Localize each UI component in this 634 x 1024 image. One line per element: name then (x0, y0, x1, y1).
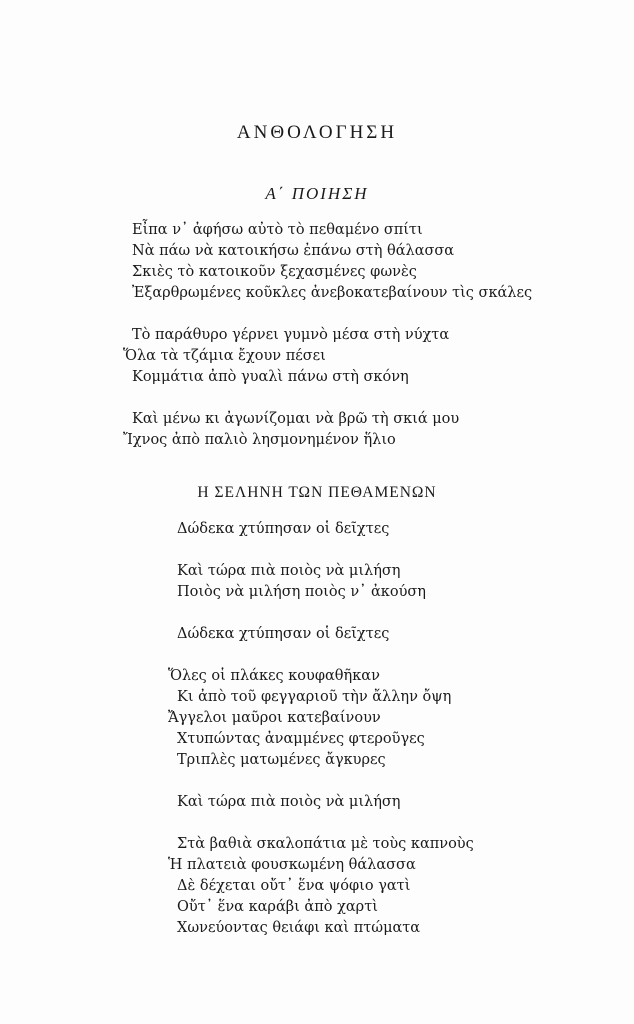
verse-line: Καὶ τώρα πιὰ ποιὸς νὰ μιλήση (177, 563, 401, 579)
verse-line: Χωνεύοντας θειάφι καὶ πτώματα (177, 920, 421, 936)
verse-line: Τὸ παράθυρο γέρνει γυμνὸ μέσα στὴ νύχτα (132, 327, 450, 343)
verse-line: Χτυπώντας ἀναμμένες φτεροῦγες (177, 731, 425, 747)
page-title: ΑΝΘΟΛΟΓΗΣΗ (236, 122, 398, 143)
verse-line: Δώδεκα χτύπησαν οἱ δεῖχτες (177, 521, 390, 537)
verse-line: Δώδεκα χτύπησαν οἱ δεῖχτες (177, 626, 390, 642)
verse-line: Εἶπα ν᾽ ἀφήσω αὐτὸ τὸ πεθαμένο σπίτι (132, 222, 423, 238)
verse-line: Τριπλὲς ματωμένες ἄγκυρες (177, 752, 386, 768)
verse-line: Ποιὸς νὰ μιλήση ποιὸς ν᾽ ἀκούση (177, 584, 426, 600)
verse-line: Νὰ πάω νὰ κατοικήσω ἐπάνω στὴ θάλασσα (132, 243, 455, 259)
verse-line: Κι ἀπὸ τοῦ φεγγαριοῦ τὴν ἄλλην ὄψη (177, 689, 452, 705)
verse-line: Στὰ βαθιὰ σκαλοπάτια μὲ τοὺς καπνοὺς (177, 836, 474, 852)
verse-line: Οὔτ᾽ ἕνα καράβι ἀπὸ χαρτὶ (177, 899, 378, 915)
verse-line: Καὶ τώρα πιὰ ποιὸς νὰ μιλήση (177, 794, 401, 810)
poem-1 (123, 220, 533, 451)
verse-line: Ἡ πλατειὰ φουσκωμένη θάλασσα (168, 857, 416, 873)
poem-2 (168, 519, 474, 939)
verse-line: Κομμάτια ἀπὸ γυαλὶ πάνω στὴ σκόνη (132, 369, 409, 385)
verse-line: Ὅλα τὰ τζάμια ἔχουν πέσει (123, 348, 326, 364)
verse-line: Ἄγγελοι μαῦροι κατεβαίνουν (168, 710, 381, 726)
section-subtitle: Α΄ ΠΟΙΗΣΗ (265, 184, 369, 203)
verse-line: Δὲ δέχεται οὔτ᾽ ἕνα ψόφιο γατὶ (177, 878, 411, 894)
verse-line: Ὅλες οἱ πλάκες κουφαθῆκαν (168, 668, 380, 684)
poem-2-title: Η ΣΕΛΗΝΗ ΤΩΝ ΠΕΘΑΜΕΝΩΝ (197, 484, 437, 501)
verse-line: Ἐξαρθρωμένες κοῦκλες ἀνεβοκατεβαίνουν τὶς σκάλες (132, 285, 533, 301)
verse-line: Ἴχνος ἀπὸ παλιὸ λησμονημένον ἥλιο (123, 432, 396, 448)
verse-line: Καὶ μένω κι ἀγωνίζομαι νὰ βρῶ τὴ σκιά μου (132, 411, 460, 427)
verse-line: Σκιὲς τὸ κατοικοῦν ξεχασμένες φωνὲς (132, 264, 417, 280)
